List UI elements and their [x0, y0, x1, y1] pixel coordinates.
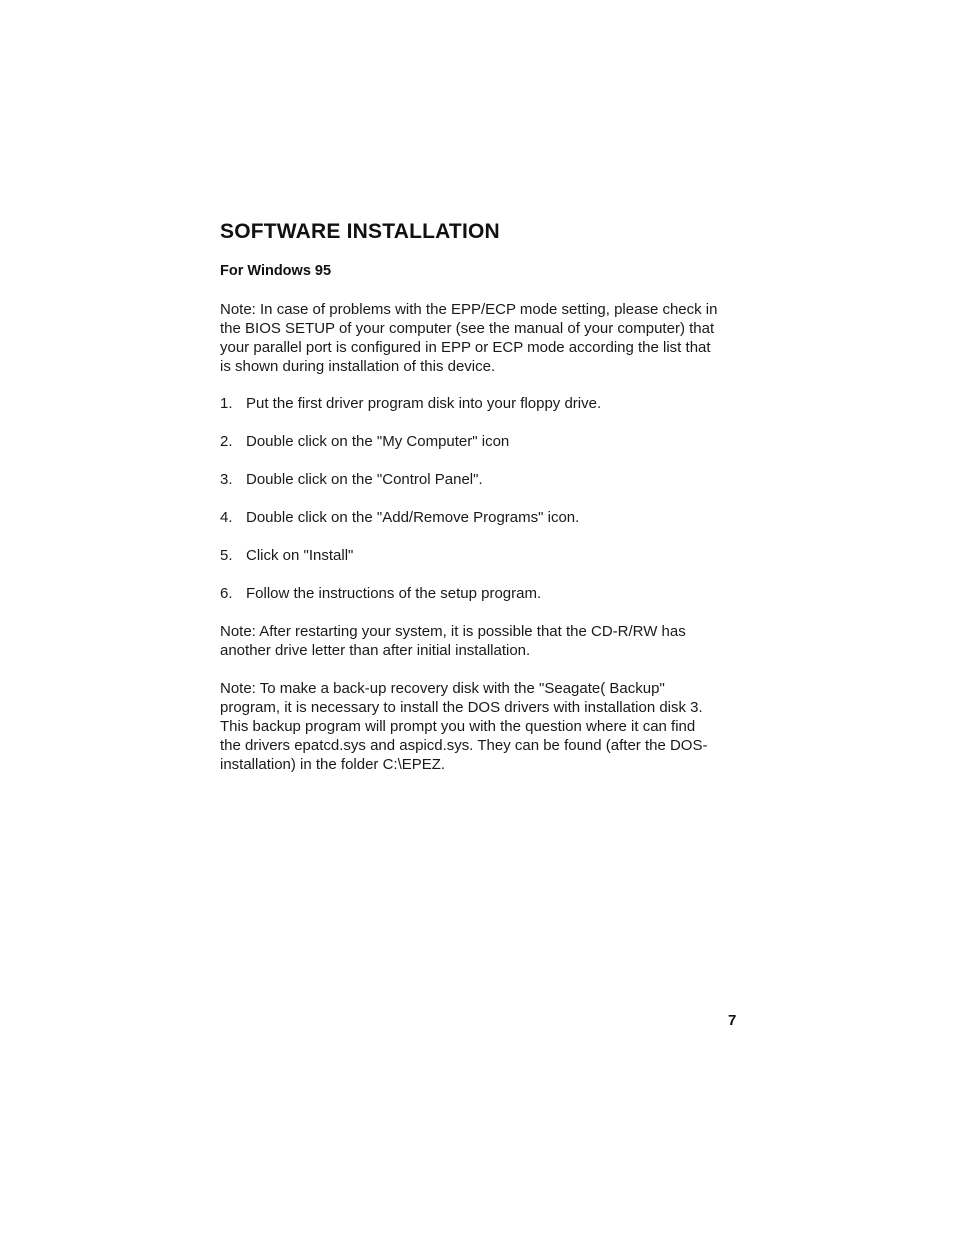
page-content — [220, 219, 720, 774]
section-subtitle: For Windows 95 — [220, 263, 332, 279]
list-item — [220, 584, 720, 603]
list-item — [220, 470, 720, 489]
step-text: Double click on the "Control Panel". — [246, 471, 483, 488]
installation-steps — [220, 394, 720, 603]
note-epp-ecp: Note: In case of problems with the EPP/ECP mode setting, please check in the BIOS SETUP of your computer (see the manual of your computer) that your parallel port is configured in EPP or ECP mode according the list that is shown during installation of this device. — [220, 301, 718, 375]
step-number: 6. — [220, 585, 233, 602]
note-drive-letter: Note: After restarting your system, it is possible that the CD-R/RW has another drive letter than after initial installation. — [220, 623, 686, 659]
step-text: Follow the instructions of the setup program. — [246, 585, 542, 602]
page-number: 7 — [728, 1012, 737, 1029]
step-text: Put the first driver program disk into your floppy drive. — [246, 395, 602, 412]
step-number: 5. — [220, 547, 233, 564]
step-number: 1. — [220, 395, 233, 412]
list-item — [220, 546, 720, 565]
list-item — [220, 432, 720, 451]
section-title: SOFTWARE INSTALLATION — [220, 220, 500, 243]
list-item — [220, 508, 720, 527]
list-item — [220, 394, 720, 413]
step-number: 4. — [220, 509, 233, 526]
step-text: Double click on the "My Computer" icon — [246, 433, 510, 450]
step-text: Double click on the "Add/Remove Programs" icon. — [246, 509, 580, 526]
note-backup-disk: Note: To make a back-up recovery disk with the "Seagate( Backup" program, it is necessary to install the DOS drivers with installation disk 3. This backup program will prompt you with the question where it can find the drivers epatcd.sys and aspicd.sys. They can be found (after the DOS-installation) in the folder C:\EPEZ. — [220, 680, 708, 773]
step-number: 2. — [220, 433, 233, 450]
step-text: Click on "Install" — [246, 547, 354, 564]
step-number: 3. — [220, 471, 233, 488]
